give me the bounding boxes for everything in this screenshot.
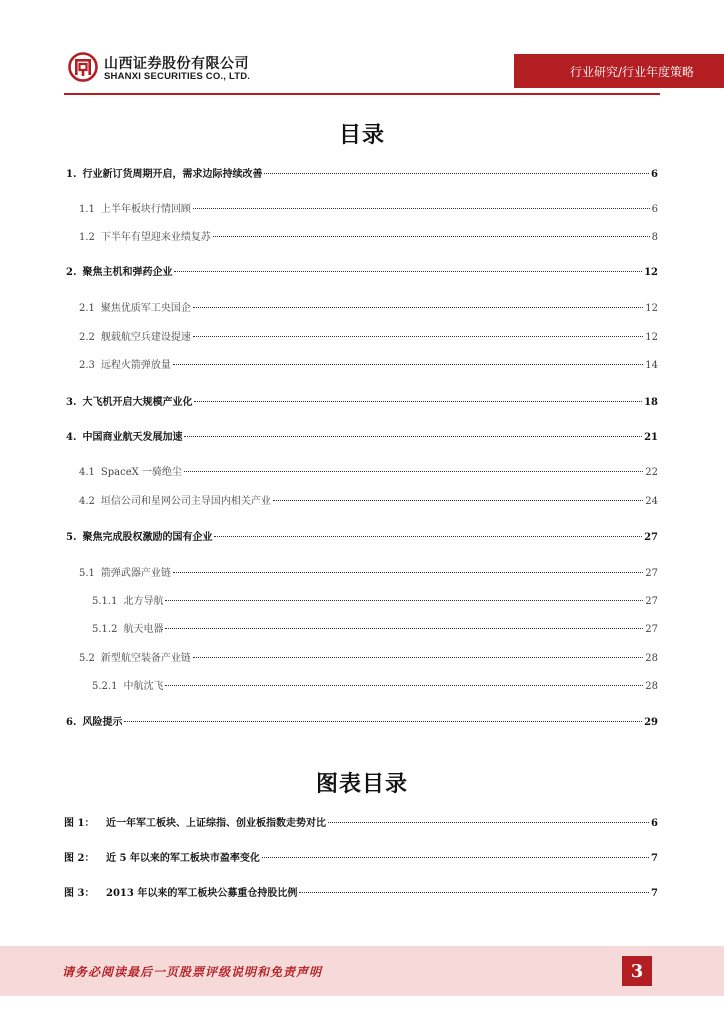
dot-leader: [193, 336, 643, 337]
toc-entry[interactable]: [79, 567, 658, 581]
toc-entry-number: 4.: [66, 432, 77, 443]
dot-leader: [299, 892, 649, 893]
dot-leader: [174, 271, 642, 272]
toc-entry-label: SpaceX 一骑绝尘: [100, 467, 182, 478]
toc-entry-label: 大飞机开启大规模产业化: [82, 397, 193, 408]
toc-entry-label: 远程火箭弹放量: [100, 360, 171, 371]
figure-entry-number: 图 3：: [64, 888, 95, 899]
toc-entry-number: 4.2: [79, 496, 95, 507]
toc-entry[interactable]: [79, 466, 658, 480]
dot-leader: [184, 436, 642, 437]
toc-entry-label: 箭弹武器产业链: [100, 568, 171, 579]
toc-entry[interactable]: [66, 531, 658, 545]
shanxi-securities-logo-icon: [68, 52, 98, 82]
toc-entry-page: 27: [645, 596, 658, 607]
toc-entry-label: 中国商业航天发展加速: [82, 432, 183, 443]
dot-leader: [194, 401, 642, 402]
dot-leader: [213, 236, 650, 237]
figure-entry-label: 近一年军工板块、上证综指、创业板指数走势对比: [106, 818, 326, 829]
toc-entry-number: 1.: [66, 169, 77, 180]
dot-leader: [193, 657, 643, 658]
dot-leader: [193, 208, 650, 209]
toc-entry-label: 下半年有望迎来业绩复苏: [100, 232, 211, 243]
dot-leader: [264, 173, 649, 174]
toc-entry[interactable]: [92, 623, 658, 637]
toc-entry-number: 2.3: [79, 360, 95, 371]
toc-entry-label: 风险提示: [82, 717, 123, 728]
header-divider: [64, 93, 660, 95]
toc-entry-number: 5.1.2: [92, 624, 118, 635]
toc-entry[interactable]: [79, 495, 658, 509]
toc-entry[interactable]: [79, 331, 658, 345]
toc-entry-label: 北方导航: [123, 596, 164, 607]
toc-entry-label: 舰载航空兵建设提速: [100, 332, 191, 343]
toc-entry[interactable]: [66, 431, 658, 445]
toc-entry-page: 21: [644, 432, 658, 443]
dot-leader: [165, 600, 643, 601]
figure-entry-page: 6: [651, 818, 658, 829]
toc-entry[interactable]: [66, 396, 658, 410]
toc-entry-number: 5.2: [79, 653, 95, 664]
toc-entry-number: 1.2: [79, 232, 95, 243]
figure-list-title: 图表目录: [315, 772, 408, 797]
toc-entry-number: 2.2: [79, 332, 95, 343]
toc-entry-page: 27: [645, 624, 658, 635]
dot-leader: [124, 721, 642, 722]
toc-entry[interactable]: [79, 231, 658, 245]
dot-leader: [328, 822, 649, 823]
toc-entry[interactable]: [66, 716, 658, 730]
toc-entry-page: 8: [651, 232, 658, 243]
dot-leader: [165, 628, 643, 629]
toc-entry-page: 27: [644, 532, 658, 543]
dot-leader: [165, 685, 643, 686]
figure-entry-label: 2013 年以来的军工板块公募重仓持股比例: [106, 888, 298, 899]
dot-leader: [173, 572, 643, 573]
page-number: 3: [622, 956, 652, 986]
toc-entry-number: 1.1: [79, 204, 95, 215]
dot-leader: [184, 471, 643, 472]
toc-entry-page: 28: [645, 653, 658, 664]
toc-entry-page: 6: [651, 169, 658, 180]
dot-leader: [262, 857, 649, 858]
toc-entry-number: 5.: [66, 532, 77, 543]
toc-entry[interactable]: [79, 652, 658, 666]
company-name-en: SHANXI SECURITIES CO., LTD.: [104, 71, 251, 82]
disclaimer-note: 请务必阅读最后一页股票评级说明和免责声明: [62, 965, 323, 979]
dot-leader: [173, 364, 643, 365]
toc-entry[interactable]: [66, 168, 658, 182]
toc-entry[interactable]: [66, 266, 658, 280]
toc-entry-number: 5.1: [79, 568, 95, 579]
dot-leader: [273, 500, 643, 501]
toc-entry-label: 新型航空装备产业链: [100, 653, 191, 664]
toc-entry-number: 2.: [66, 267, 77, 278]
figure-entry-page: 7: [651, 853, 658, 864]
figure-entry-number: 图 1：: [64, 818, 95, 829]
toc-entry[interactable]: [79, 359, 658, 373]
toc-entry-label: 行业新订货周期开启，需求边际持续改善: [82, 169, 263, 180]
figure-entry[interactable]: [64, 852, 658, 866]
toc-entry[interactable]: [79, 302, 658, 316]
toc-title: 目录: [338, 123, 385, 148]
figure-entry-number: 图 2：: [64, 853, 95, 864]
figure-entry-label: 近 5 年以来的军工板块市盈率变化: [106, 853, 260, 864]
toc-entry-label: 航天电器: [123, 624, 164, 635]
toc-entry-label: 中航沈飞: [123, 681, 164, 692]
toc-entry-page: 27: [645, 568, 658, 579]
toc-entry-page: 29: [644, 717, 658, 728]
toc-entry-label: 聚焦完成股权激励的国有企业: [82, 532, 213, 543]
page-footer: [0, 946, 724, 996]
page-header: [0, 0, 724, 100]
figure-entry-page: 7: [651, 888, 658, 899]
toc-entry-page: 18: [644, 397, 658, 408]
report-type-label: 行业研究/行业年度策略: [514, 54, 724, 88]
toc-entry-number: 5.1.1: [92, 596, 118, 607]
toc-entry-number: 4.1: [79, 467, 95, 478]
toc-entry-number: 3.: [66, 397, 77, 408]
toc-entry[interactable]: [79, 203, 658, 217]
toc-entry-page: 6: [651, 204, 658, 215]
toc-entry-label: 上半年板块行情回顾: [100, 204, 191, 215]
toc-entry-page: 14: [645, 360, 658, 371]
dot-leader: [214, 536, 642, 537]
company-name-cn: 山西证券股份有限公司: [104, 56, 249, 72]
toc-entry-page: 12: [644, 267, 658, 278]
toc-entry[interactable]: [92, 595, 658, 609]
figure-entry[interactable]: [64, 887, 658, 901]
figure-entry[interactable]: [64, 817, 658, 831]
toc-entry-page: 24: [645, 496, 658, 507]
toc-entry-number: 6.: [66, 717, 77, 728]
toc-entry-label: 聚焦优质军工央国企: [100, 303, 191, 314]
toc-entry-label: 聚焦主机和弹药企业: [82, 267, 173, 278]
toc-entry-page: 12: [645, 332, 658, 343]
toc-entry-number: 2.1: [79, 303, 95, 314]
toc-entry-page: 12: [645, 303, 658, 314]
dot-leader: [193, 307, 643, 308]
toc-entry-page: 28: [645, 681, 658, 692]
toc-entry-label: 垣信公司和星网公司主导国内相关产业: [100, 496, 271, 507]
toc-entry-page: 22: [645, 467, 658, 478]
toc-entry[interactable]: [92, 680, 658, 694]
toc-entry-number: 5.2.1: [92, 681, 118, 692]
